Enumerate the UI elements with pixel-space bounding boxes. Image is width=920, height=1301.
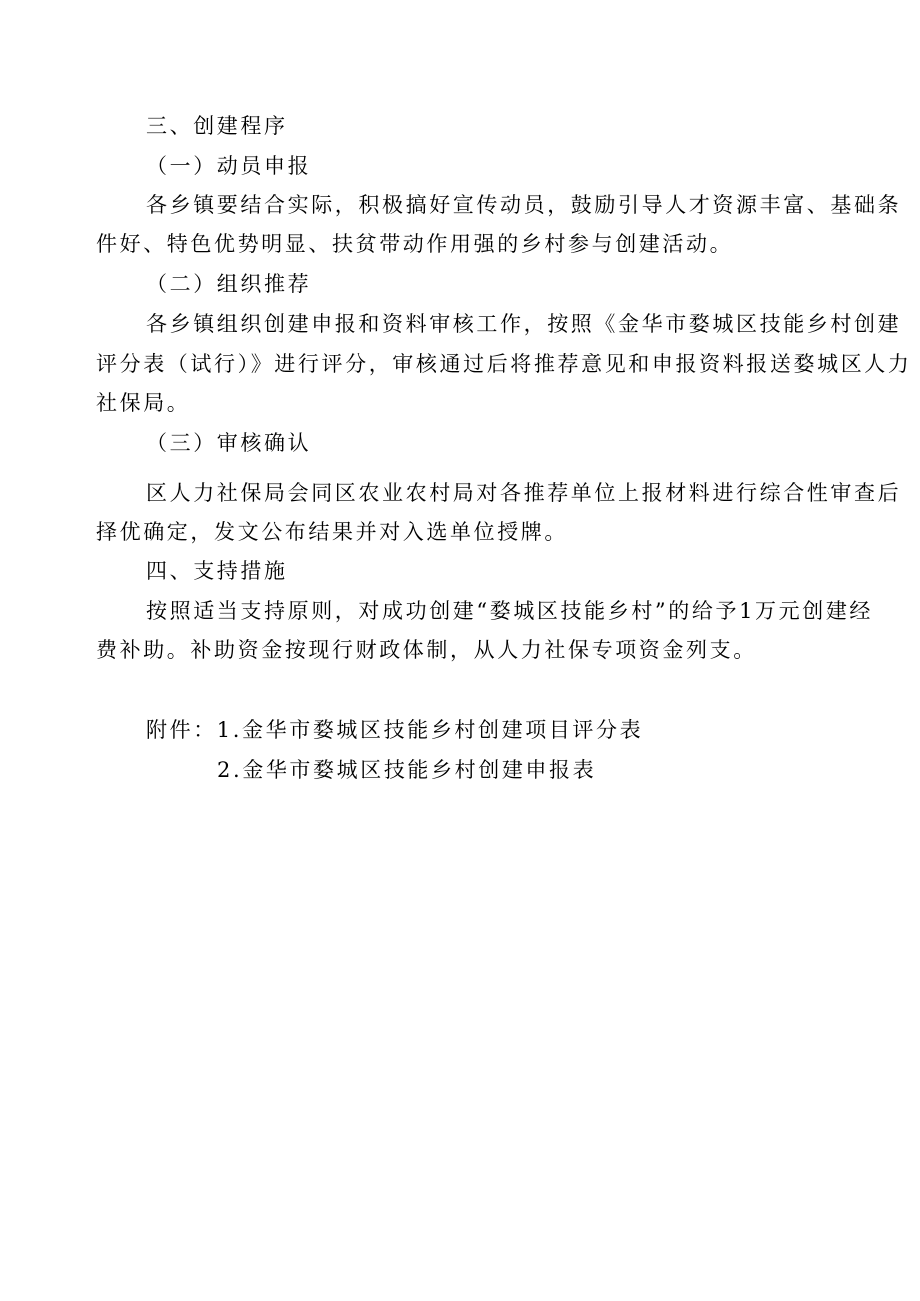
subheading-mobilization: （一）动员申报: [146, 154, 312, 178]
paragraph-line: 区人力社保局会同区农业农村局对各推荐单位上报材料进行综合性审查后: [146, 481, 902, 505]
paragraph-line: 各乡镇组织创建申报和资料审核工作，按照《金华市婺城区技能乡村创建: [146, 312, 902, 336]
paragraph-line: 按照适当支持原则，对成功创建“婺城区技能乡村”的给予1万元创建经: [146, 599, 874, 623]
paragraph-line: 各乡镇要结合实际，积极搞好宣传动员，鼓励引导人才资源丰富、基础条: [146, 193, 902, 217]
subheading-recommendation: （二）组织推荐: [146, 272, 312, 296]
subheading-review: （三）审核确认: [146, 431, 312, 455]
section-heading-procedure: 三、创建程序: [146, 114, 288, 138]
paragraph-line: 择优确定，发文公布结果并对入选单位授牌。: [96, 520, 568, 544]
paragraph-line: 件好、特色优势明显、扶贫带动作用强的乡村参与创建活动。: [96, 232, 734, 256]
paragraph-line: 费补助。补助资金按现行财政体制，从人力社保专项资金列支。: [96, 638, 757, 662]
paragraph-line: 社保局。: [96, 391, 191, 415]
paragraph-line: 评分表（试行）》进行评分，审核通过后将推荐意见和申报资料报送婺城区人力: [96, 352, 912, 376]
attachment-item-2: 2.金华市婺城区技能乡村创建申报表: [217, 758, 597, 782]
section-heading-support: 四、支持措施: [146, 559, 288, 583]
attachment-item-1: 附件：1.金华市婺城区技能乡村创建项目评分表: [146, 718, 644, 742]
